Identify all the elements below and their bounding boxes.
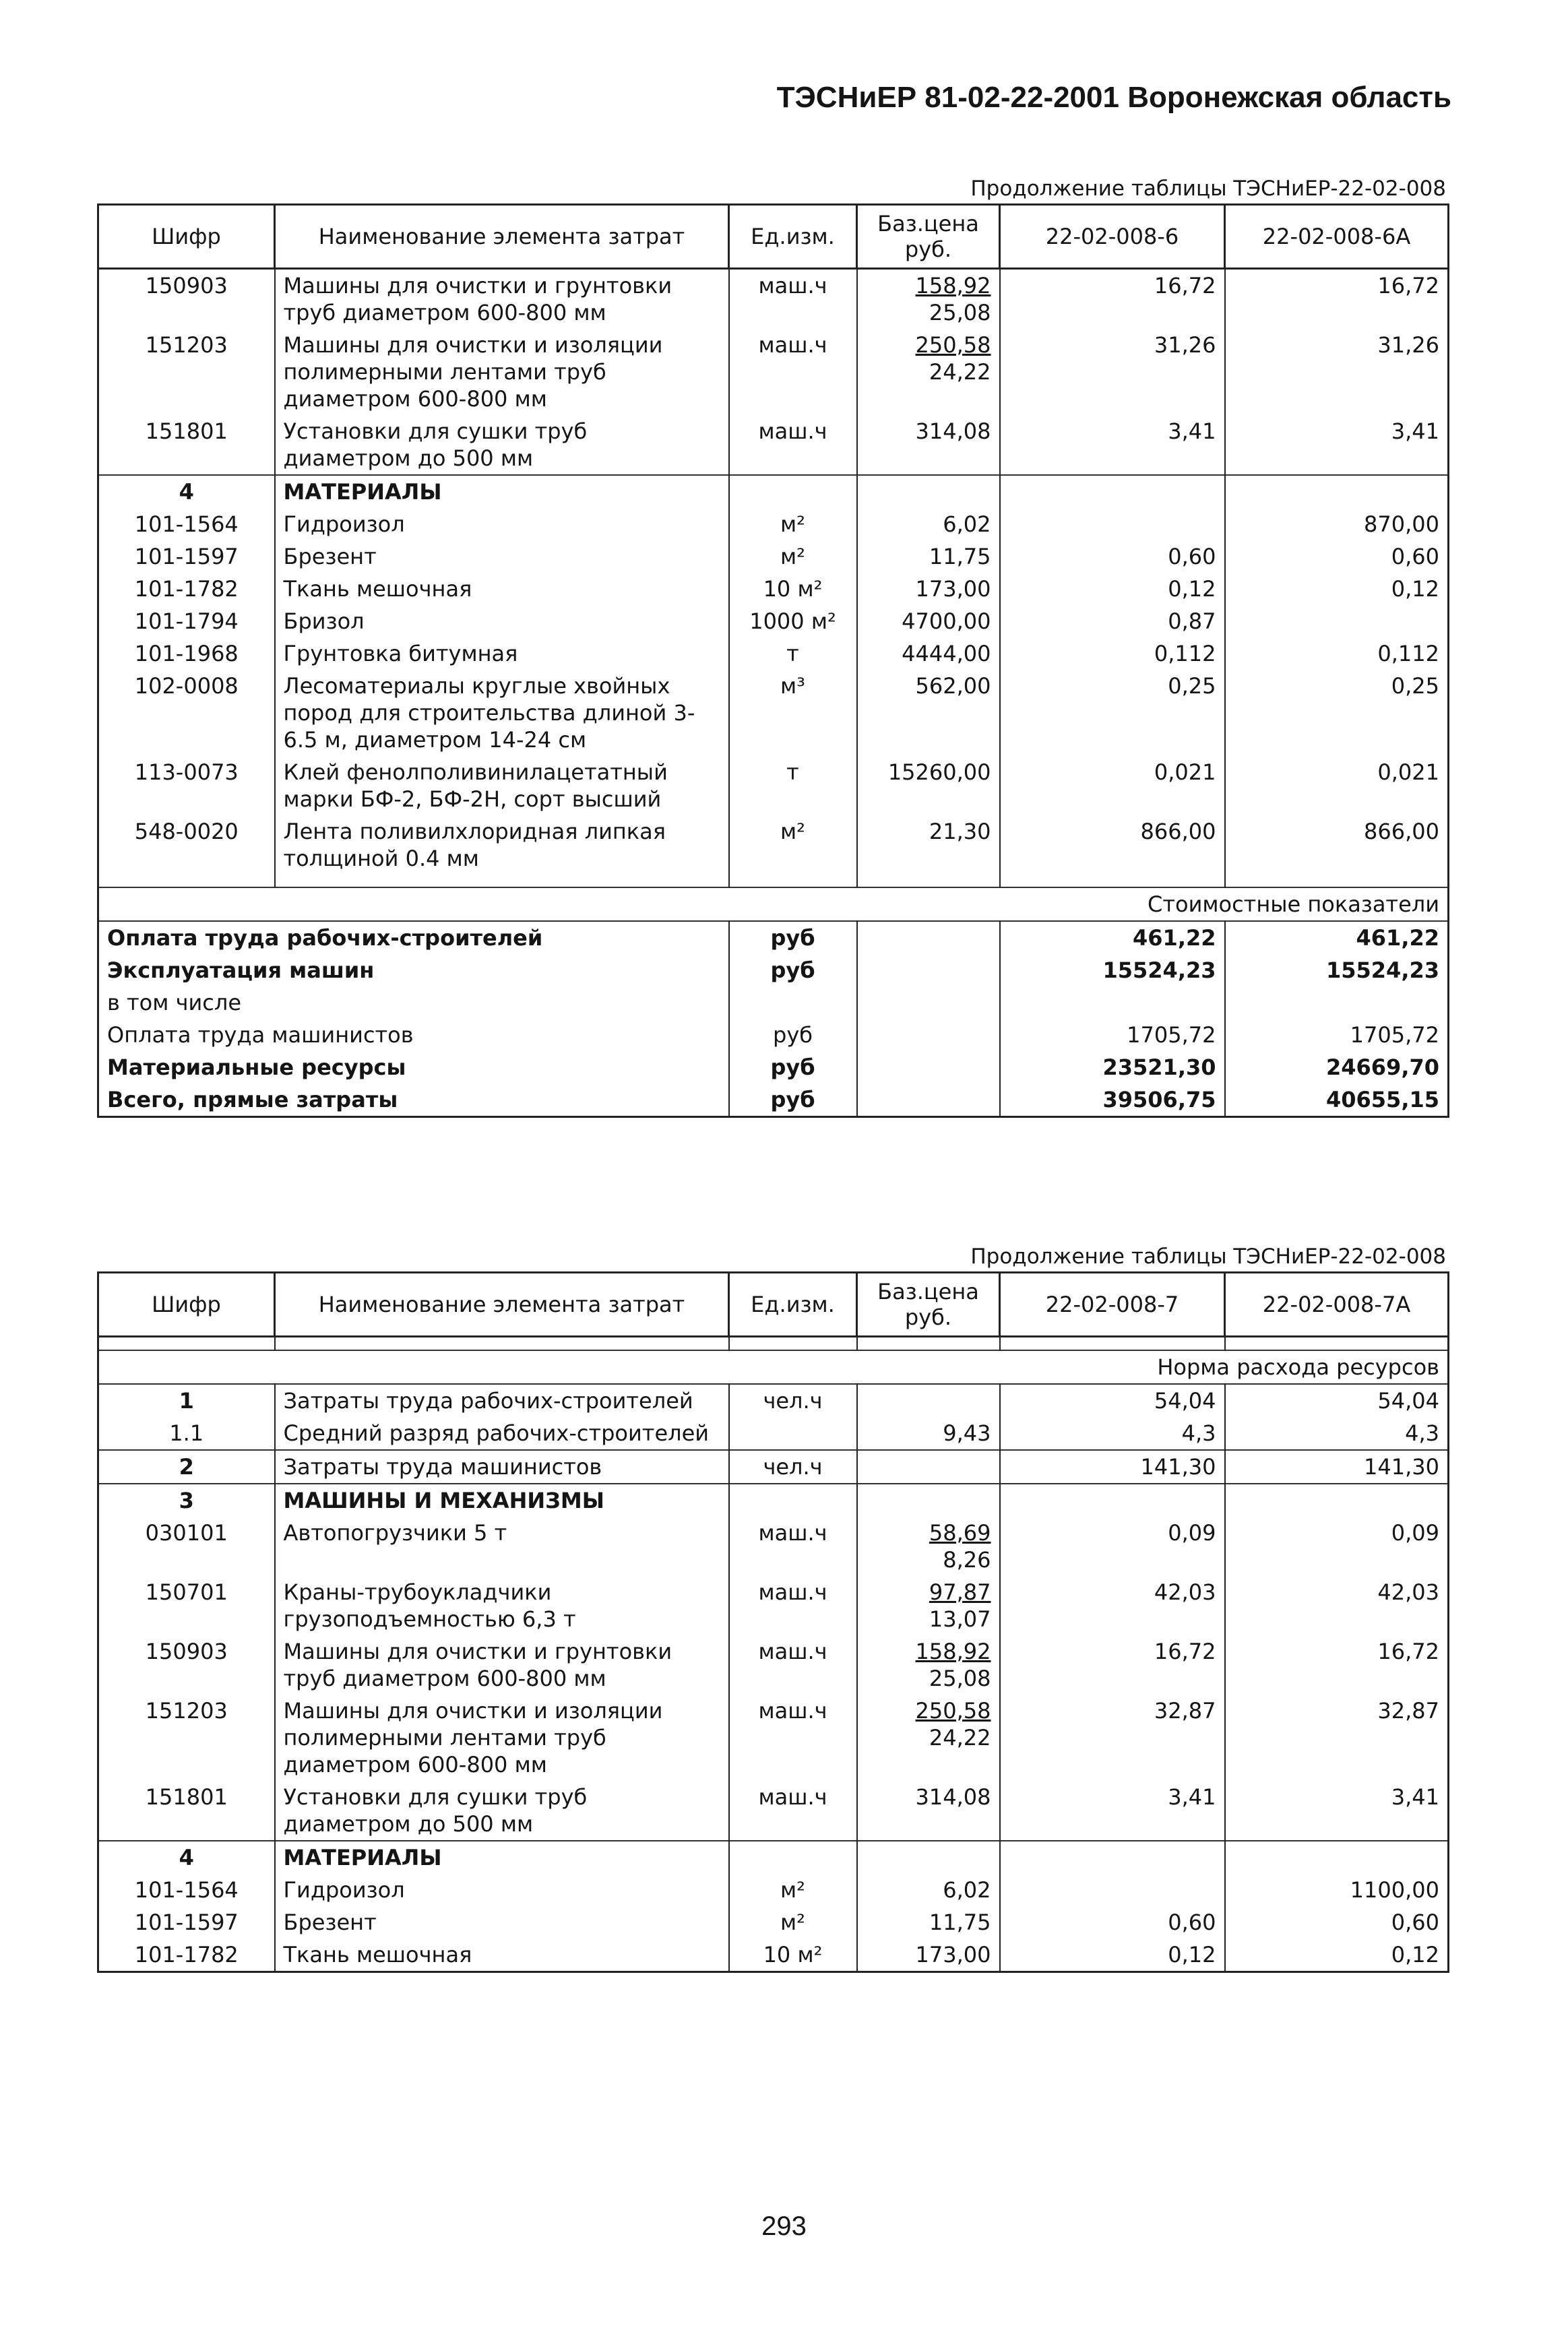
machine-row: [98, 1781, 1449, 1841]
norm-b-cell: 3,41: [1225, 415, 1449, 475]
name-cell: Машины для очистки и изоляции полимерными лентами труб диаметром 600-800 мм: [275, 329, 729, 415]
code-cell: 2: [98, 1450, 275, 1484]
name-cell: Краны-трубоукладчики грузоподъемностью 6,3 т: [275, 1576, 729, 1635]
material-row: [98, 573, 1449, 605]
norm-a-cell: 39506,75: [1000, 1083, 1225, 1117]
norm-b-cell: 870,00: [1225, 508, 1449, 540]
price-cell: 562,00: [857, 670, 1000, 756]
unit-cell: 1000 м²: [729, 605, 857, 637]
name-cell: Затраты труда машинистов: [275, 1450, 729, 1484]
norm-a-cell: 32,87: [1000, 1695, 1225, 1781]
norm-b-cell: 0,09: [1225, 1517, 1449, 1576]
column-header-unit: Ед.изм.: [729, 205, 857, 269]
price-cell: 6,02: [857, 1874, 1000, 1906]
machine-row: [98, 1695, 1449, 1781]
unit-cell: чел.ч: [729, 1450, 857, 1484]
code-cell: 150903: [98, 1635, 275, 1695]
price-cell: 11,75: [857, 1906, 1000, 1939]
material-row: [98, 637, 1449, 670]
norm-heading: [98, 1350, 1449, 1384]
norm-b-cell: 42,03: [1225, 1576, 1449, 1635]
norm-a-cell: 1705,72: [1000, 1019, 1225, 1051]
name-cell: Брезент: [275, 540, 729, 573]
norm-a-cell: 42,03: [1000, 1576, 1225, 1635]
norm-heading-text: Норма расхода ресурсов: [98, 1350, 1449, 1384]
empty-cell: [275, 875, 729, 887]
unit-cell: м²: [729, 540, 857, 573]
empty-cell: [729, 1484, 857, 1517]
norm-b-cell: 0,12: [1225, 1939, 1449, 1972]
unit-cell: 10 м²: [729, 573, 857, 605]
cost-row: [98, 986, 1449, 1019]
empty-cell: [1000, 1337, 1225, 1351]
code-cell: 101-1782: [98, 1939, 275, 1972]
section-title: МАТЕРИАЛЫ: [275, 1841, 729, 1874]
name-cell: Брезент: [275, 1906, 729, 1939]
norm-a-cell: 16,72: [1000, 269, 1225, 329]
section-code: 4: [98, 1841, 275, 1874]
cost-row: [98, 1083, 1449, 1117]
price-cell: 21,30: [857, 815, 1000, 875]
unit-cell: м²: [729, 1906, 857, 1939]
unit-cell: руб: [729, 1019, 857, 1051]
cost-name: Всего, прямые затраты: [98, 1083, 729, 1117]
table2-caption: Продолжение таблицы ТЭСНиЕР-22-02-008: [970, 1244, 1446, 1269]
operator-wage-price: 25,08: [929, 1666, 991, 1691]
norm-b-cell: 54,04: [1225, 1384, 1449, 1417]
base-price: 314,08: [915, 1784, 991, 1810]
unit-cell: маш.ч: [729, 1517, 857, 1576]
empty-cell: [1225, 875, 1449, 887]
name-cell: Установки для сушки труб диаметром до 500 мм: [275, 415, 729, 475]
norm-b-cell: 0,112: [1225, 637, 1449, 670]
machine-row: [98, 1635, 1449, 1695]
price-cell: 173,00: [857, 573, 1000, 605]
column-header-norm-a: 22-02-008-6: [1000, 205, 1225, 269]
page-number: 293: [761, 2211, 807, 2241]
name-cell: Ткань мешочная: [275, 1939, 729, 1972]
base-price: 158,92: [915, 1639, 991, 1664]
norm-b-cell: 0,12: [1225, 573, 1449, 605]
table1: [97, 203, 1449, 1118]
empty-cell: [275, 1337, 729, 1351]
norm-a-cell: 0,12: [1000, 573, 1225, 605]
base-price: 97,87: [929, 1579, 991, 1605]
empty-cell: [857, 1019, 1000, 1051]
empty-cell: [857, 1337, 1000, 1351]
column-header-unit: Ед.изм.: [729, 1273, 857, 1337]
code-cell: 101-1597: [98, 540, 275, 573]
cost-heading: [98, 887, 1449, 921]
price-cell: [857, 1450, 1000, 1484]
norm-b-cell: 1100,00: [1225, 1874, 1449, 1906]
labor-row: [98, 1417, 1449, 1450]
operator-wage-price: 8,26: [943, 1547, 991, 1573]
price-cell: [857, 269, 1000, 329]
material-row: [98, 1939, 1449, 1972]
table1-body: [98, 269, 1449, 1117]
section-title: МАШИНЫ И МЕХАНИЗМЫ: [275, 1484, 729, 1517]
price-cell: 173,00: [857, 1939, 1000, 1972]
column-header-norm-a: 22-02-008-7: [1000, 1273, 1225, 1337]
column-header-code: Шифр: [98, 1273, 275, 1337]
price-cell: 4700,00: [857, 605, 1000, 637]
norm-b-cell: 141,30: [1225, 1450, 1449, 1484]
price-cell: 15260,00: [857, 756, 1000, 815]
unit-cell: руб: [729, 1083, 857, 1117]
spacer-row: [98, 1337, 1449, 1351]
cost-name: Оплата труда машинистов: [98, 1019, 729, 1051]
material-row: [98, 1874, 1449, 1906]
code-cell: 1: [98, 1384, 275, 1417]
code-cell: 101-1782: [98, 573, 275, 605]
base-price: 250,58: [915, 332, 991, 358]
name-cell: Установки для сушки труб диаметром до 500 мм: [275, 1781, 729, 1841]
empty-cell: [1000, 1841, 1225, 1874]
cost-row: [98, 921, 1449, 954]
norm-a-cell: 0,60: [1000, 1906, 1225, 1939]
base-price: 58,69: [929, 1520, 991, 1546]
norm-b-cell: 4,3: [1225, 1417, 1449, 1450]
base-price: 158,92: [915, 273, 991, 298]
empty-cell: [98, 1337, 275, 1351]
column-header-name: Наименование элемента затрат: [275, 205, 729, 269]
norm-b-cell: 3,41: [1225, 1781, 1449, 1841]
norm-a-cell: 0,12: [1000, 1939, 1225, 1972]
norm-a-cell: 54,04: [1000, 1384, 1225, 1417]
section-materials: [98, 1841, 1449, 1874]
unit-cell: чел.ч: [729, 1384, 857, 1417]
machine-row: [98, 329, 1449, 415]
name-cell: Автопогрузчики 5 т: [275, 1517, 729, 1576]
norm-a-cell: 0,60: [1000, 540, 1225, 573]
code-cell: 151203: [98, 1695, 275, 1781]
empty-cell: [1225, 1841, 1449, 1874]
norm-a-cell: 0,87: [1000, 605, 1225, 637]
material-row: [98, 508, 1449, 540]
norm-b-cell: 461,22: [1225, 921, 1449, 954]
unit-cell: маш.ч: [729, 1695, 857, 1781]
section-materials: [98, 475, 1449, 508]
price-cell: 6,02: [857, 508, 1000, 540]
norm-a-cell: 16,72: [1000, 1635, 1225, 1695]
unit-cell: т: [729, 756, 857, 815]
name-cell: Машины для очистки и изоляции полимерными лентами труб диаметром 600-800 мм: [275, 1695, 729, 1781]
material-row: [98, 605, 1449, 637]
norm-b-cell: [1225, 986, 1449, 1019]
code-cell: 101-1794: [98, 605, 275, 637]
material-row: [98, 670, 1449, 756]
machine-row: [98, 1576, 1449, 1635]
norm-a-cell: [1000, 986, 1225, 1019]
column-header-code: Шифр: [98, 205, 275, 269]
cost-name: Оплата труда рабочих-строителей: [98, 921, 729, 954]
norm-a-cell: 3,41: [1000, 415, 1225, 475]
material-row: [98, 540, 1449, 573]
column-header-price: Баз.цена руб.: [857, 1273, 1000, 1337]
price-cell: 4444,00: [857, 637, 1000, 670]
section-code: 3: [98, 1484, 275, 1517]
unit-cell: руб: [729, 921, 857, 954]
material-row: [98, 756, 1449, 815]
norm-b-cell: 0,25: [1225, 670, 1449, 756]
column-header-name: Наименование элемента затрат: [275, 1273, 729, 1337]
price-cell: 9,43: [857, 1417, 1000, 1450]
unit-cell: маш.ч: [729, 1576, 857, 1635]
material-row: [98, 815, 1449, 875]
name-cell: Машины для очистки и грунтовки труб диаметром 600-800 мм: [275, 269, 729, 329]
section-machines: [98, 1484, 1449, 1517]
base-price: 250,58: [915, 1698, 991, 1724]
table2-body: [98, 1337, 1449, 1972]
code-cell: 113-0073: [98, 756, 275, 815]
cost-row: [98, 1051, 1449, 1083]
price-cell: [857, 329, 1000, 415]
norm-a-cell: 31,26: [1000, 329, 1225, 415]
unit-cell: м²: [729, 815, 857, 875]
machine-row: [98, 1517, 1449, 1576]
code-cell: 101-1968: [98, 637, 275, 670]
empty-cell: [1225, 1337, 1449, 1351]
norm-a-cell: 0,112: [1000, 637, 1225, 670]
price-cell: [857, 415, 1000, 475]
norm-a-cell: 15524,23: [1000, 954, 1225, 986]
norm-b-cell: [1225, 605, 1449, 637]
unit-cell: маш.ч: [729, 1635, 857, 1695]
unit-cell: [729, 1417, 857, 1450]
code-cell: 101-1597: [98, 1906, 275, 1939]
name-cell: Клей фенолполивинилацетатный марки БФ-2, БФ-2Н, сорт высший: [275, 756, 729, 815]
labor-row: [98, 1384, 1449, 1417]
norm-b-cell: 32,87: [1225, 1695, 1449, 1781]
norm-a-cell: 0,25: [1000, 670, 1225, 756]
empty-cell: [857, 1051, 1000, 1083]
column-header-price: Баз.цена руб.: [857, 205, 1000, 269]
empty-cell: [98, 875, 275, 887]
operator-labor-row: [98, 1450, 1449, 1484]
name-cell: Бризол: [275, 605, 729, 637]
empty-cell: [857, 921, 1000, 954]
name-cell: Лесоматериалы круглые хвойных пород для строительства длиной 3-6.5 м, диаметром 14-24 см: [275, 670, 729, 756]
material-row: [98, 1906, 1449, 1939]
name-cell: Ткань мешочная: [275, 573, 729, 605]
code-cell: 150701: [98, 1576, 275, 1635]
norm-a-cell: 4,3: [1000, 1417, 1225, 1450]
unit-cell: м³: [729, 670, 857, 756]
empty-cell: [1225, 475, 1449, 508]
norm-b-cell: 24669,70: [1225, 1051, 1449, 1083]
code-cell: 548-0020: [98, 815, 275, 875]
empty-cell: [1000, 1484, 1225, 1517]
norm-b-cell: 40655,15: [1225, 1083, 1449, 1117]
name-cell: Гидроизол: [275, 1874, 729, 1906]
column-header-norm-b: 22-02-008-6А: [1225, 205, 1449, 269]
section-code: 4: [98, 475, 275, 508]
operator-wage-price: 24,22: [929, 1725, 991, 1751]
empty-cell: [729, 875, 857, 887]
operator-wage-price: 24,22: [929, 359, 991, 385]
unit-cell: руб: [729, 1051, 857, 1083]
unit-cell: маш.ч: [729, 329, 857, 415]
price-cell: 11,75: [857, 540, 1000, 573]
empty-cell: [729, 1337, 857, 1351]
price-cell: [857, 1576, 1000, 1635]
unit-cell: [729, 986, 857, 1019]
empty-cell: [857, 986, 1000, 1019]
norm-a-cell: 0,09: [1000, 1517, 1225, 1576]
machine-row: [98, 269, 1449, 329]
price-cell: [857, 1635, 1000, 1695]
cost-row: [98, 1019, 1449, 1051]
code-cell: 101-1564: [98, 1874, 275, 1906]
empty-cell: [1225, 1484, 1449, 1517]
norm-a-cell: 141,30: [1000, 1450, 1225, 1484]
cost-heading-text: Стоимостные показатели: [98, 887, 1449, 921]
empty-cell: [857, 1083, 1000, 1117]
norm-b-cell: 866,00: [1225, 815, 1449, 875]
empty-cell: [729, 475, 857, 508]
document-header-title: ТЭСНиЕР 81-02-22-2001 Воронежская область: [776, 81, 1451, 114]
table2-header-row: [98, 1273, 1449, 1337]
table1-header-row: [98, 205, 1449, 269]
name-cell: Грунтовка битумная: [275, 637, 729, 670]
name-cell: Машины для очистки и грунтовки труб диаметром 600-800 мм: [275, 1635, 729, 1695]
norm-a-cell: 0,021: [1000, 756, 1225, 815]
name-cell: Гидроизол: [275, 508, 729, 540]
unit-cell: т: [729, 637, 857, 670]
code-cell: 101-1564: [98, 508, 275, 540]
norm-b-cell: 16,72: [1225, 269, 1449, 329]
code-cell: 151203: [98, 329, 275, 415]
unit-cell: 10 м²: [729, 1939, 857, 1972]
unit-cell: маш.ч: [729, 269, 857, 329]
norm-a-cell: 23521,30: [1000, 1051, 1225, 1083]
norm-a-cell: 866,00: [1000, 815, 1225, 875]
norm-b-cell: 0,60: [1225, 1906, 1449, 1939]
cost-name: в том числе: [98, 986, 729, 1019]
price-cell: [857, 1781, 1000, 1841]
code-cell: 030101: [98, 1517, 275, 1576]
spacer-row: [98, 875, 1449, 887]
empty-cell: [857, 475, 1000, 508]
price-cell: [857, 1384, 1000, 1417]
name-cell: Лента поливилхлоридная липкая толщиной 0.4 мм: [275, 815, 729, 875]
norm-b-cell: 16,72: [1225, 1635, 1449, 1695]
machine-row: [98, 415, 1449, 475]
empty-cell: [729, 1841, 857, 1874]
norm-a-cell: 3,41: [1000, 1781, 1225, 1841]
table1-caption: Продолжение таблицы ТЭСНиЕР-22-02-008: [970, 177, 1446, 201]
norm-b-cell: 0,021: [1225, 756, 1449, 815]
code-cell: 150903: [98, 269, 275, 329]
empty-cell: [857, 1841, 1000, 1874]
norm-b-cell: 1705,72: [1225, 1019, 1449, 1051]
name-cell: Затраты труда рабочих-строителей: [275, 1384, 729, 1417]
empty-cell: [857, 954, 1000, 986]
norm-a-cell: [1000, 1874, 1225, 1906]
operator-wage-price: 25,08: [929, 300, 991, 325]
cost-name: Материальные ресурсы: [98, 1051, 729, 1083]
norm-a-cell: 461,22: [1000, 921, 1225, 954]
unit-cell: маш.ч: [729, 415, 857, 475]
code-cell: 151801: [98, 1781, 275, 1841]
unit-cell: руб: [729, 954, 857, 986]
cost-name: Эксплуатация машин: [98, 954, 729, 986]
norm-b-cell: 15524,23: [1225, 954, 1449, 986]
base-price: 314,08: [915, 418, 991, 444]
cost-row: [98, 954, 1449, 986]
empty-cell: [857, 1484, 1000, 1517]
column-header-norm-b: 22-02-008-7А: [1225, 1273, 1449, 1337]
empty-cell: [1000, 875, 1225, 887]
operator-wage-price: 13,07: [929, 1606, 991, 1632]
name-cell: Средний разряд рабочих-строителей: [275, 1417, 729, 1450]
code-cell: 102-0008: [98, 670, 275, 756]
section-title: МАТЕРИАЛЫ: [275, 475, 729, 508]
unit-cell: м²: [729, 508, 857, 540]
empty-cell: [857, 875, 1000, 887]
unit-cell: маш.ч: [729, 1781, 857, 1841]
norm-a-cell: [1000, 508, 1225, 540]
norm-b-cell: 31,26: [1225, 329, 1449, 415]
empty-cell: [1000, 475, 1225, 508]
price-cell: [857, 1517, 1000, 1576]
code-cell: 151801: [98, 415, 275, 475]
norm-b-cell: 0,60: [1225, 540, 1449, 573]
unit-cell: м²: [729, 1874, 857, 1906]
table2: [97, 1271, 1449, 1973]
price-cell: [857, 1695, 1000, 1781]
code-cell: 1.1: [98, 1417, 275, 1450]
